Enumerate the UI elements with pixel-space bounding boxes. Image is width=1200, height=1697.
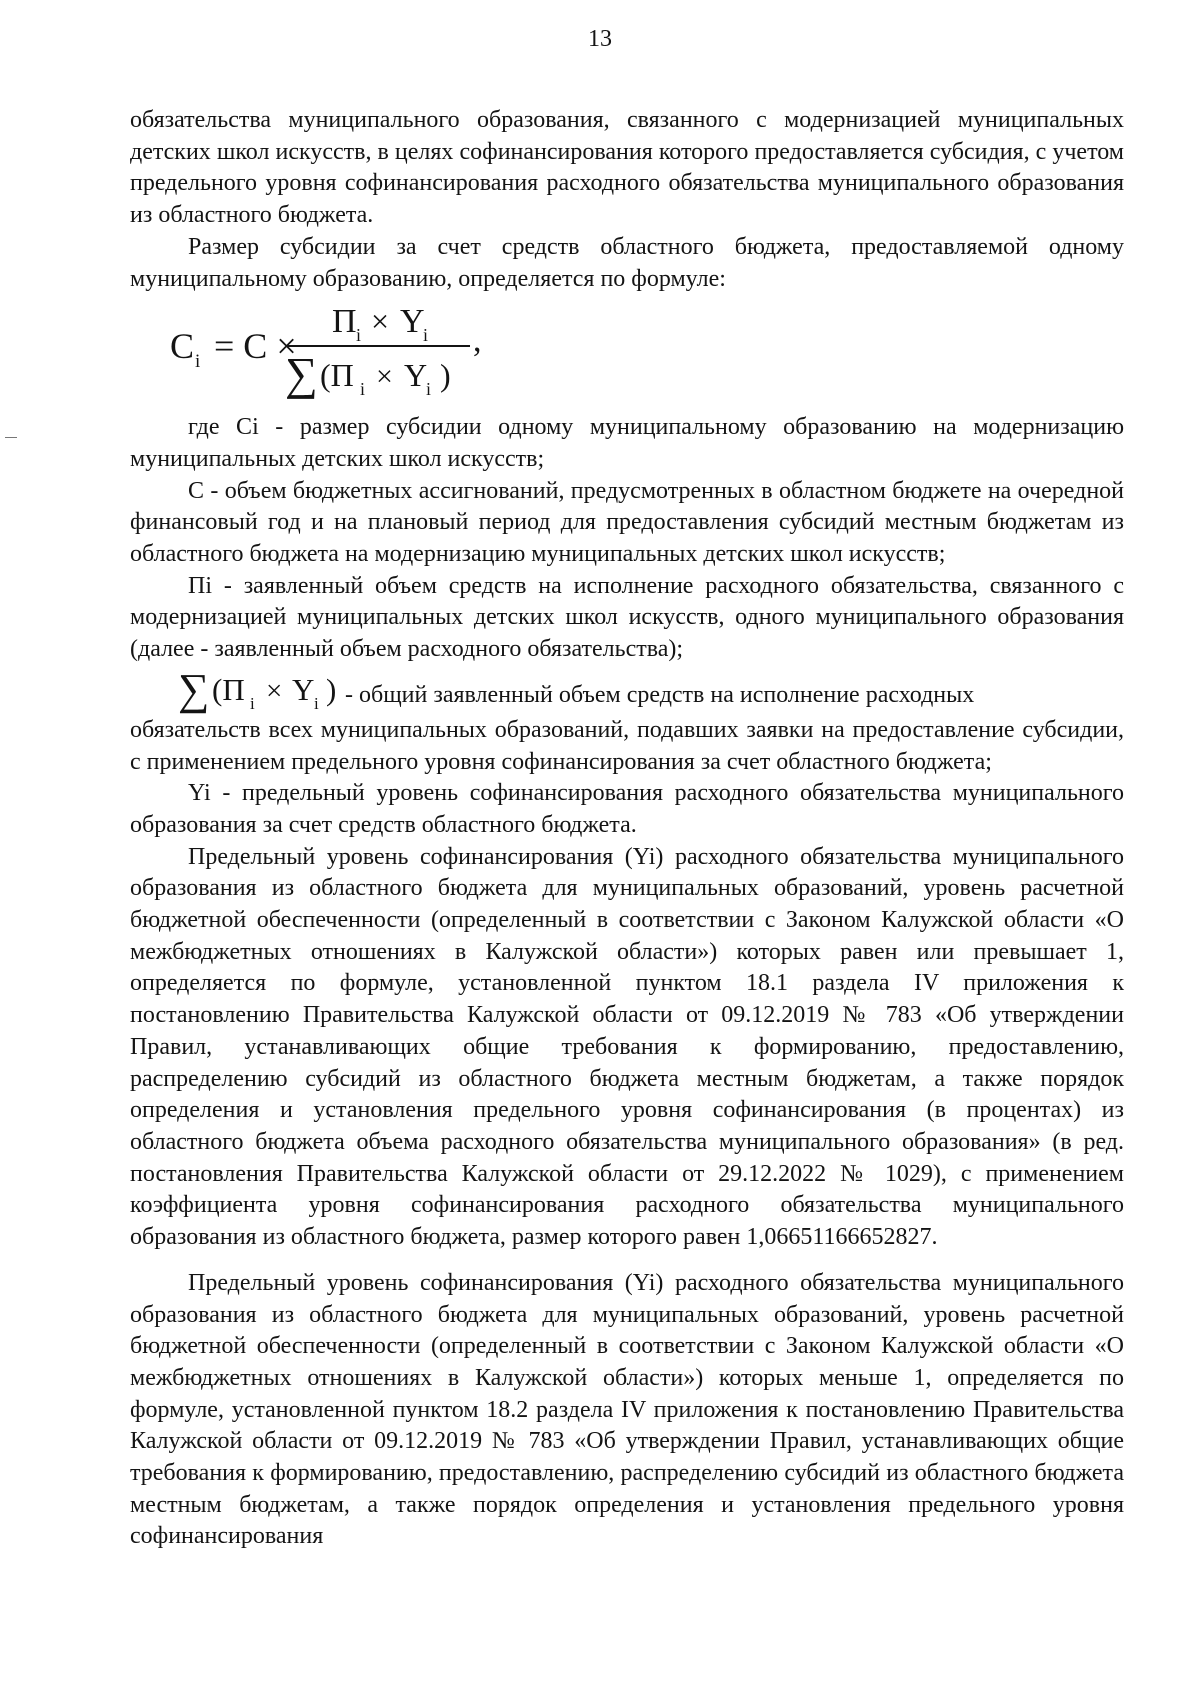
sum-definition-rest: обязательств всех муниципальных образований, подавших заявки на предоставление субсидии, с применением предельного уровня софинансирования за счет областного бюджета; [130, 716, 1124, 775]
formula-num-a: П [332, 303, 357, 341]
formula-trailing-comma: , [473, 322, 482, 360]
formula-den-b-sub: i [426, 379, 432, 400]
definition-ci: где Ci - размер субсидии одному муниципальному образованию на модернизацию муниципальных детских школ искусств; [130, 414, 1124, 472]
formula-num-b-sub: i [423, 325, 429, 346]
formula-num-times: × [371, 303, 390, 340]
sum-def-close: ) [326, 671, 337, 707]
formula-den-close: ) [440, 357, 451, 394]
subsidy-formula [130, 295, 1124, 412]
page-number: 13 [588, 26, 612, 52]
formula-lhs-sub: i [195, 351, 201, 373]
definition-pi: Пi - заявленный объем средств на исполнение расходного обязательства, связанного с модернизацией муниципальных детских школ искусств, одного муниципального образования (далее - заявленный объем расходного обязательства); [130, 572, 1124, 663]
formula-den-open: (П [320, 357, 354, 394]
sum-definition-line [130, 666, 1124, 715]
sum-def-times: × [266, 674, 283, 707]
formula-num-b: Y [400, 303, 425, 341]
formula-eq: = C × [214, 326, 297, 367]
definition-yi: Yi - предельный уровень софинансирования расходного обязательства муниципального образования за счет средств областного бюджета. [130, 780, 1124, 838]
formula-intro: Размер субсидии за счет средств областного бюджета, предоставляемой одному муниципальному образованию, определяется по формуле: [130, 233, 1124, 292]
sum-def-open: (П [212, 671, 245, 707]
paragraph-threshold-ge-1: Предельный уровень софинансирования (Yi) расходного обязательства муниципального образования из областного бюджета для муниципальных образований, уровень расчетной бюджетной обеспеченности (определенный в соответствии с Законом Калужской области «О межбюджетных отношениях в Калужской области») которых равен или превышает 1, определяется по формуле, установленной пунктом 18.1 раздела IV приложения к постановлению Правительства Калужской области от 09.12.2019 № 783 «Об утверждении Правил, устанавливающих общие требования к формированию, предоставлению, распределению субсидий из областного бюджета местным бюджетам, а также порядок определения и установления предельного уровня софинансирования (в процентах) из областного бюджета объема расходного обязательства муниципального образования» (в ред. постановления Правительства Калужской области от 29.12.2022 № 1029), с применением коэффициента уровня софинансирования расходного обязательства муниципального образования из областного бюджета, размер которого равен 1,06651166652827. [130, 843, 1124, 1251]
paragraph-threshold-lt-1: Предельный уровень софинансирования (Yi) расходного обязательства муниципального образования из областного бюджета для муниципальных образований, уровень расчетной бюджетной обеспеченности (определенный в соответствии с Законом Калужской области «О межбюджетных отношениях в Калужской области») которых меньше 1, определяется по формуле, установленной пунктом 18.2 раздела IV приложения к постановлению Правительства Калужской области от 09.12.2019 № 783 «Об утверждении Правил, устанавливающих общие требования к формированию, предоставлению, распределению субсидий из областного бюджета местным бюджетам, а также порядок определения и установления предельного уровня софинансирования [130, 1269, 1124, 1550]
document-body [130, 105, 1124, 1553]
formula-sum-sign: ∑ [285, 348, 318, 400]
formula-den-b: Y [404, 357, 428, 394]
sum-def-sub-a: i [250, 693, 255, 713]
sum-definition-first-line: - общий заявленный объем средств на исполнение расходных [345, 681, 975, 708]
formula-den-times: × [376, 360, 393, 394]
formula-lhs: C [170, 326, 195, 367]
formula-den-sub: i [360, 379, 366, 400]
formula-num-a-sub: i [356, 325, 362, 346]
paragraph-gap [130, 1254, 1124, 1268]
sum-def-sign: ∑ [178, 664, 210, 714]
sum-def-b: Y [292, 671, 315, 707]
definition-c: С - объем бюджетных ассигнований, предусмотренных в областном бюджете на очередной финансовый год и на плановый период для предоставления субсидий местным бюджетам из областного бюджета на модернизацию муниципальных детских школ искусств; [130, 477, 1124, 568]
margin-mark [5, 437, 17, 438]
intro-paragraph: обязательства муниципального образования, связанного с модернизацией муниципальных детских школ искусств, в целях софинансирования которого предоставляется субсидия, с учетом предельного уровня софинансирования расходного обязательства муниципального образования из областного бюджета. [130, 107, 1124, 229]
sum-def-sub-b: i [314, 693, 319, 713]
